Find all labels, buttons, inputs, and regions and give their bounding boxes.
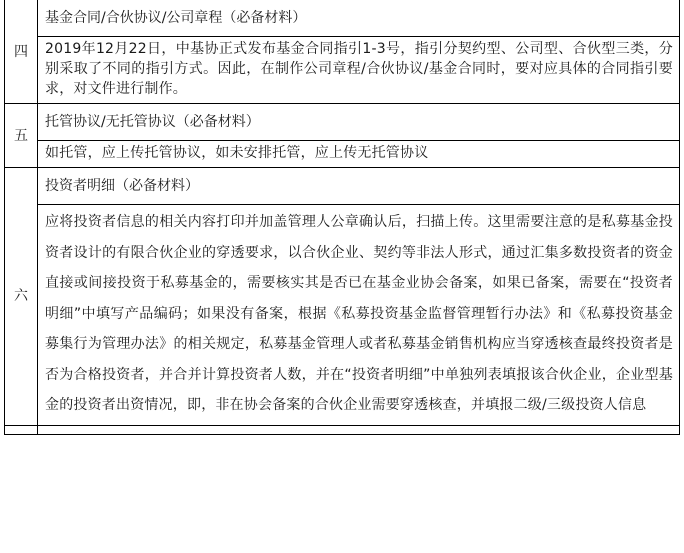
section-number: 六 [5, 168, 38, 426]
section-body: 2019年12月22日，中基协正式发布基金合同指引1-3号，指引分契约型、公司型、合伙型三类，分别采取了不同的指引方式。因此，在制作公司章程/合伙协议/基金合同时，要对应具体的合同指引要求，对文件进行制作。 [38, 37, 680, 104]
section-number: 五 [5, 104, 38, 168]
section-heading: 投资者明细（必备材料） [38, 168, 680, 205]
section-5-body-row [5, 141, 680, 168]
section-4-body-row [5, 37, 680, 104]
section-body: 如托管，应上传托管协议，如未安排托管，应上传无托管协议 [38, 141, 680, 168]
section-5-heading-row [5, 104, 680, 141]
section-body: 应将投资者信息的相关内容打印并加盖管理人公章确认后，扫描上传。这里需要注意的是私募基金投资者设计的有限合伙企业的穿透要求，以合伙企业、契约等非法人形式，通过汇集多数投资者的资金直接或间接投资于私募基金的，需要核实其是否已在基金业协会备案，如果已备案，需要在“投资者明细”中填写产品编码；如果没有备案，根据《私募投资基金监督管理暂行办法》和《私募投资基金募集行为管理办法》的相关规定，私募基金管理人或者私募基金销售机构应当穿透核查最终投资者是否为合格投资者，并合并计算投资者人数，并在“投资者明细”中单独列表填报该合伙企业，企业型基金的投资者出资情况，即，非在协会备案的合伙企业需要穿透核查，并填报二级/三级投资人信息 [38, 205, 680, 426]
next-row-content-cell [38, 425, 680, 434]
section-heading: 托管协议/无托管协议（必备材料） [38, 104, 680, 141]
next-row-number-cell [5, 425, 38, 434]
next-row-edge [5, 425, 680, 434]
section-6-heading-row [5, 168, 680, 205]
requirements-table [4, 0, 680, 435]
section-4-heading-row [5, 0, 680, 37]
section-heading: 基金合同/合伙协议/公司章程（必备材料） [38, 0, 680, 37]
section-6-body-row [5, 205, 680, 426]
section-number: 四 [5, 0, 38, 104]
